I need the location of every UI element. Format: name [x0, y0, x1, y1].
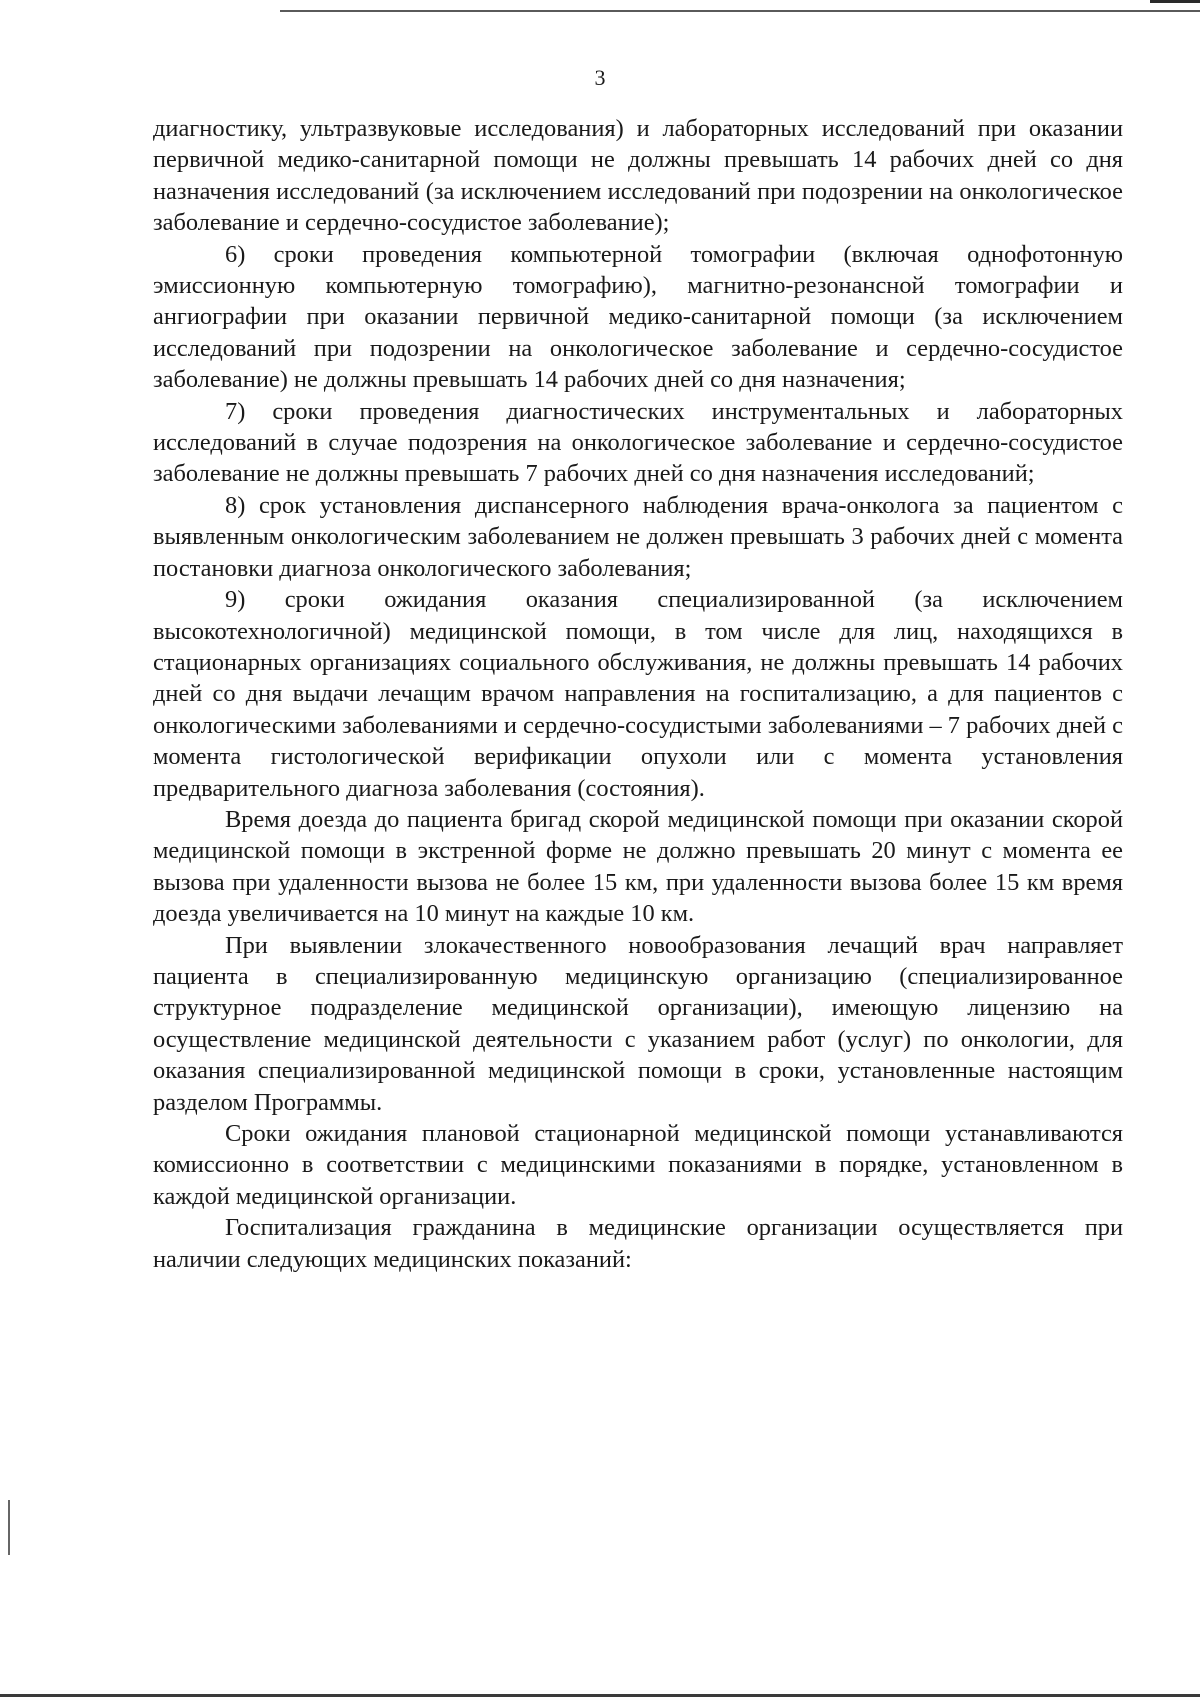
paragraph-hospitalization: Госпитализация гражданина в медицинские организации осуществляется при наличии следующих медицинских показаний: [153, 1214, 1123, 1273]
scan-edge-top-right [1150, 0, 1200, 3]
paragraph-planned-care: Сроки ожидания плановой стационарной медицинской помощи устанавливаются комиссионно в соответствии с медицинскими показаниями в порядке, установленном в каждой медицинской организации. [153, 1120, 1123, 1210]
paragraph-continuation: диагностику, ультразвуковые исследования) и лабораторных исследований при оказании первичной медико-санитарной помощи не должны превышать 14 рабочих дней со дня назначения исследований (за исключением исследований при подозрении на онкологическое заболевание и сердечно-сосудистое заболевание); [153, 115, 1123, 237]
paragraph-item-8: 8) срок установления диспансерного наблюдения врача-онколога за пациентом с выявленным онкологическим заболеванием не должен превышать 3 рабочих дней с момента постановки диагноза онкологического заболевания; [153, 491, 1123, 582]
scan-mark-left [8, 1500, 10, 1555]
paragraph-ambulance-time: Время доезда до пациента бригад скорой медицинской помощи при оказании скорой медицинской помощи в экстренной форме не должно превышать 20 минут с момента ее вызова при удаленности вызова не более 15 км, при удаленности вызова более 15 км время доезда увеличивается на 10 минут на каждые 10 км. [153, 805, 1123, 928]
document-body [153, 113, 1123, 1275]
scan-edge-top [280, 10, 1200, 12]
page-number: 3 [594, 65, 606, 90]
paragraph-oncology-referral: При выявлении злокачественного новообразования лечащий врач направляет пациента в специализированную медицинскую организацию (специализированное структурное подразделение медицинской организации), имеющую лицензию на осуществление медицинской деятельности с указанием работ (услуг) по онкологии, для оказания специализированной медицинской помощи в сроки, установленные настоящим разделом Программы. [153, 931, 1123, 1116]
paragraph-item-7: 7) сроки проведения диагностических инструментальных и лабораторных исследований в случае подозрения на онкологическое заболевание и сердечно-сосудистое заболевание не должны превышать 7 рабочих дней со дня назначения исследований; [153, 397, 1123, 488]
scan-edge-bottom [0, 1694, 1200, 1697]
paragraph-item-9: 9) сроки ожидания оказания специализированной (за исключением высокотехнологичной) медицинской помощи, в том числе для лиц, находящихся в стационарных организациях социального обслуживания, не должны превышать 14 рабочих дней со дня выдачи лечащим врачом направления на госпитализацию, а для пациентов с онкологическими заболеваниями и сердечно-сосудистыми заболеваниями – 7 рабочих дней с момента гистологической верификации опухоли или с момента установления предварительного диагноза заболевания (состояния). [153, 586, 1123, 802]
paragraph-item-6: 6) сроки проведения компьютерной томографии (включая однофотонную эмиссионную компьютерную томографию), магнитно-резонансной томографии и ангиографии при оказании первичной медико-санитарной помощи (за исключением исследований при подозрении на онкологическое заболевание и сердечно-сосудистое заболевание) не должны превышать 14 рабочих дней со дня назначения; [153, 240, 1123, 394]
